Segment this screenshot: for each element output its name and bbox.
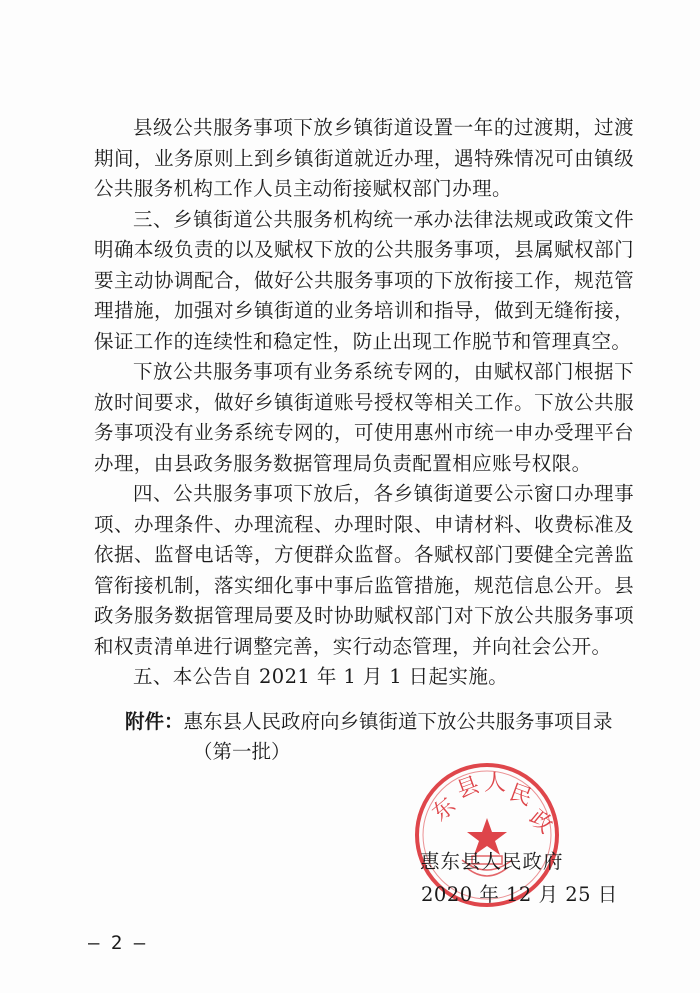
paragraph-section-three: 三、乡镇街道公共服务机构统一承办法律法规或政策文件明确本级负责的以及赋权下放的公共服务事项，县属赋权部门要主动协调配合，做好公共服务事项的下放衔接工作，规范管理措施，加强对乡镇街道的业务培训和指导，做到无缝衔接，保证工作的连续性和稳定性，防止出现工作脱节和管理真空。 <box>94 207 634 353</box>
attachment-label: 附件： <box>125 710 184 733</box>
svg-text:县: 县 <box>453 772 483 804</box>
attachment-note <box>125 707 645 767</box>
svg-text:民: 民 <box>505 780 536 812</box>
signing-organization: 惠东县人民政府 <box>420 850 564 873</box>
svg-text:东: 东 <box>427 793 461 827</box>
paragraph-section-four: 四、公共服务事项下放后，各乡镇街道要公示窗口办理事项、办理条件、办理流程、办理时限、申请材料、收费标准及依据、监督电话等，方便群众监督。各赋权部门要健全完善监管衔接机制，落实细化事中事后监管措施，规范信息公开。县政务服务数据管理局要及时协助赋权部门对下放公共服务事项和权责清单进行调整完善，实行动态管理，并向社会公开。 <box>94 482 634 658</box>
paragraph-transition-period: 县级公共服务事项下放乡镇街道设置一年的过渡期，过渡期间，业务原则上到乡镇街道就近办理，遇特殊情况可由镇级公共服务机构工作人员主动衔接赋权部门办理。 <box>94 116 634 200</box>
svg-text:政: 政 <box>524 805 558 839</box>
attachment-title: 惠东县人民政府向乡镇街道下放公共服务事项目录 <box>183 710 613 733</box>
svg-text:人: 人 <box>484 771 507 796</box>
document-body <box>94 113 634 693</box>
attachment-batch: （第一批） <box>193 740 291 763</box>
signing-date: 2020 年 12 月 25 日 <box>421 883 618 906</box>
paragraph-system-network: 下放公共服务事项有业务系统专网的，由赋权部门根据下放时间要求，做好乡镇街道账号授权等相关工作。下放公共服务事项没有业务系统专网的，可使用惠州市统一申办受理平台办理，由县政务服务数据管理局负责配置相应账号权限。 <box>94 360 634 475</box>
page-number: — 2 — <box>88 932 146 954</box>
paragraph-section-five: 五、本公告自 2021 年 1 月 1 日起实施。 <box>133 665 509 688</box>
